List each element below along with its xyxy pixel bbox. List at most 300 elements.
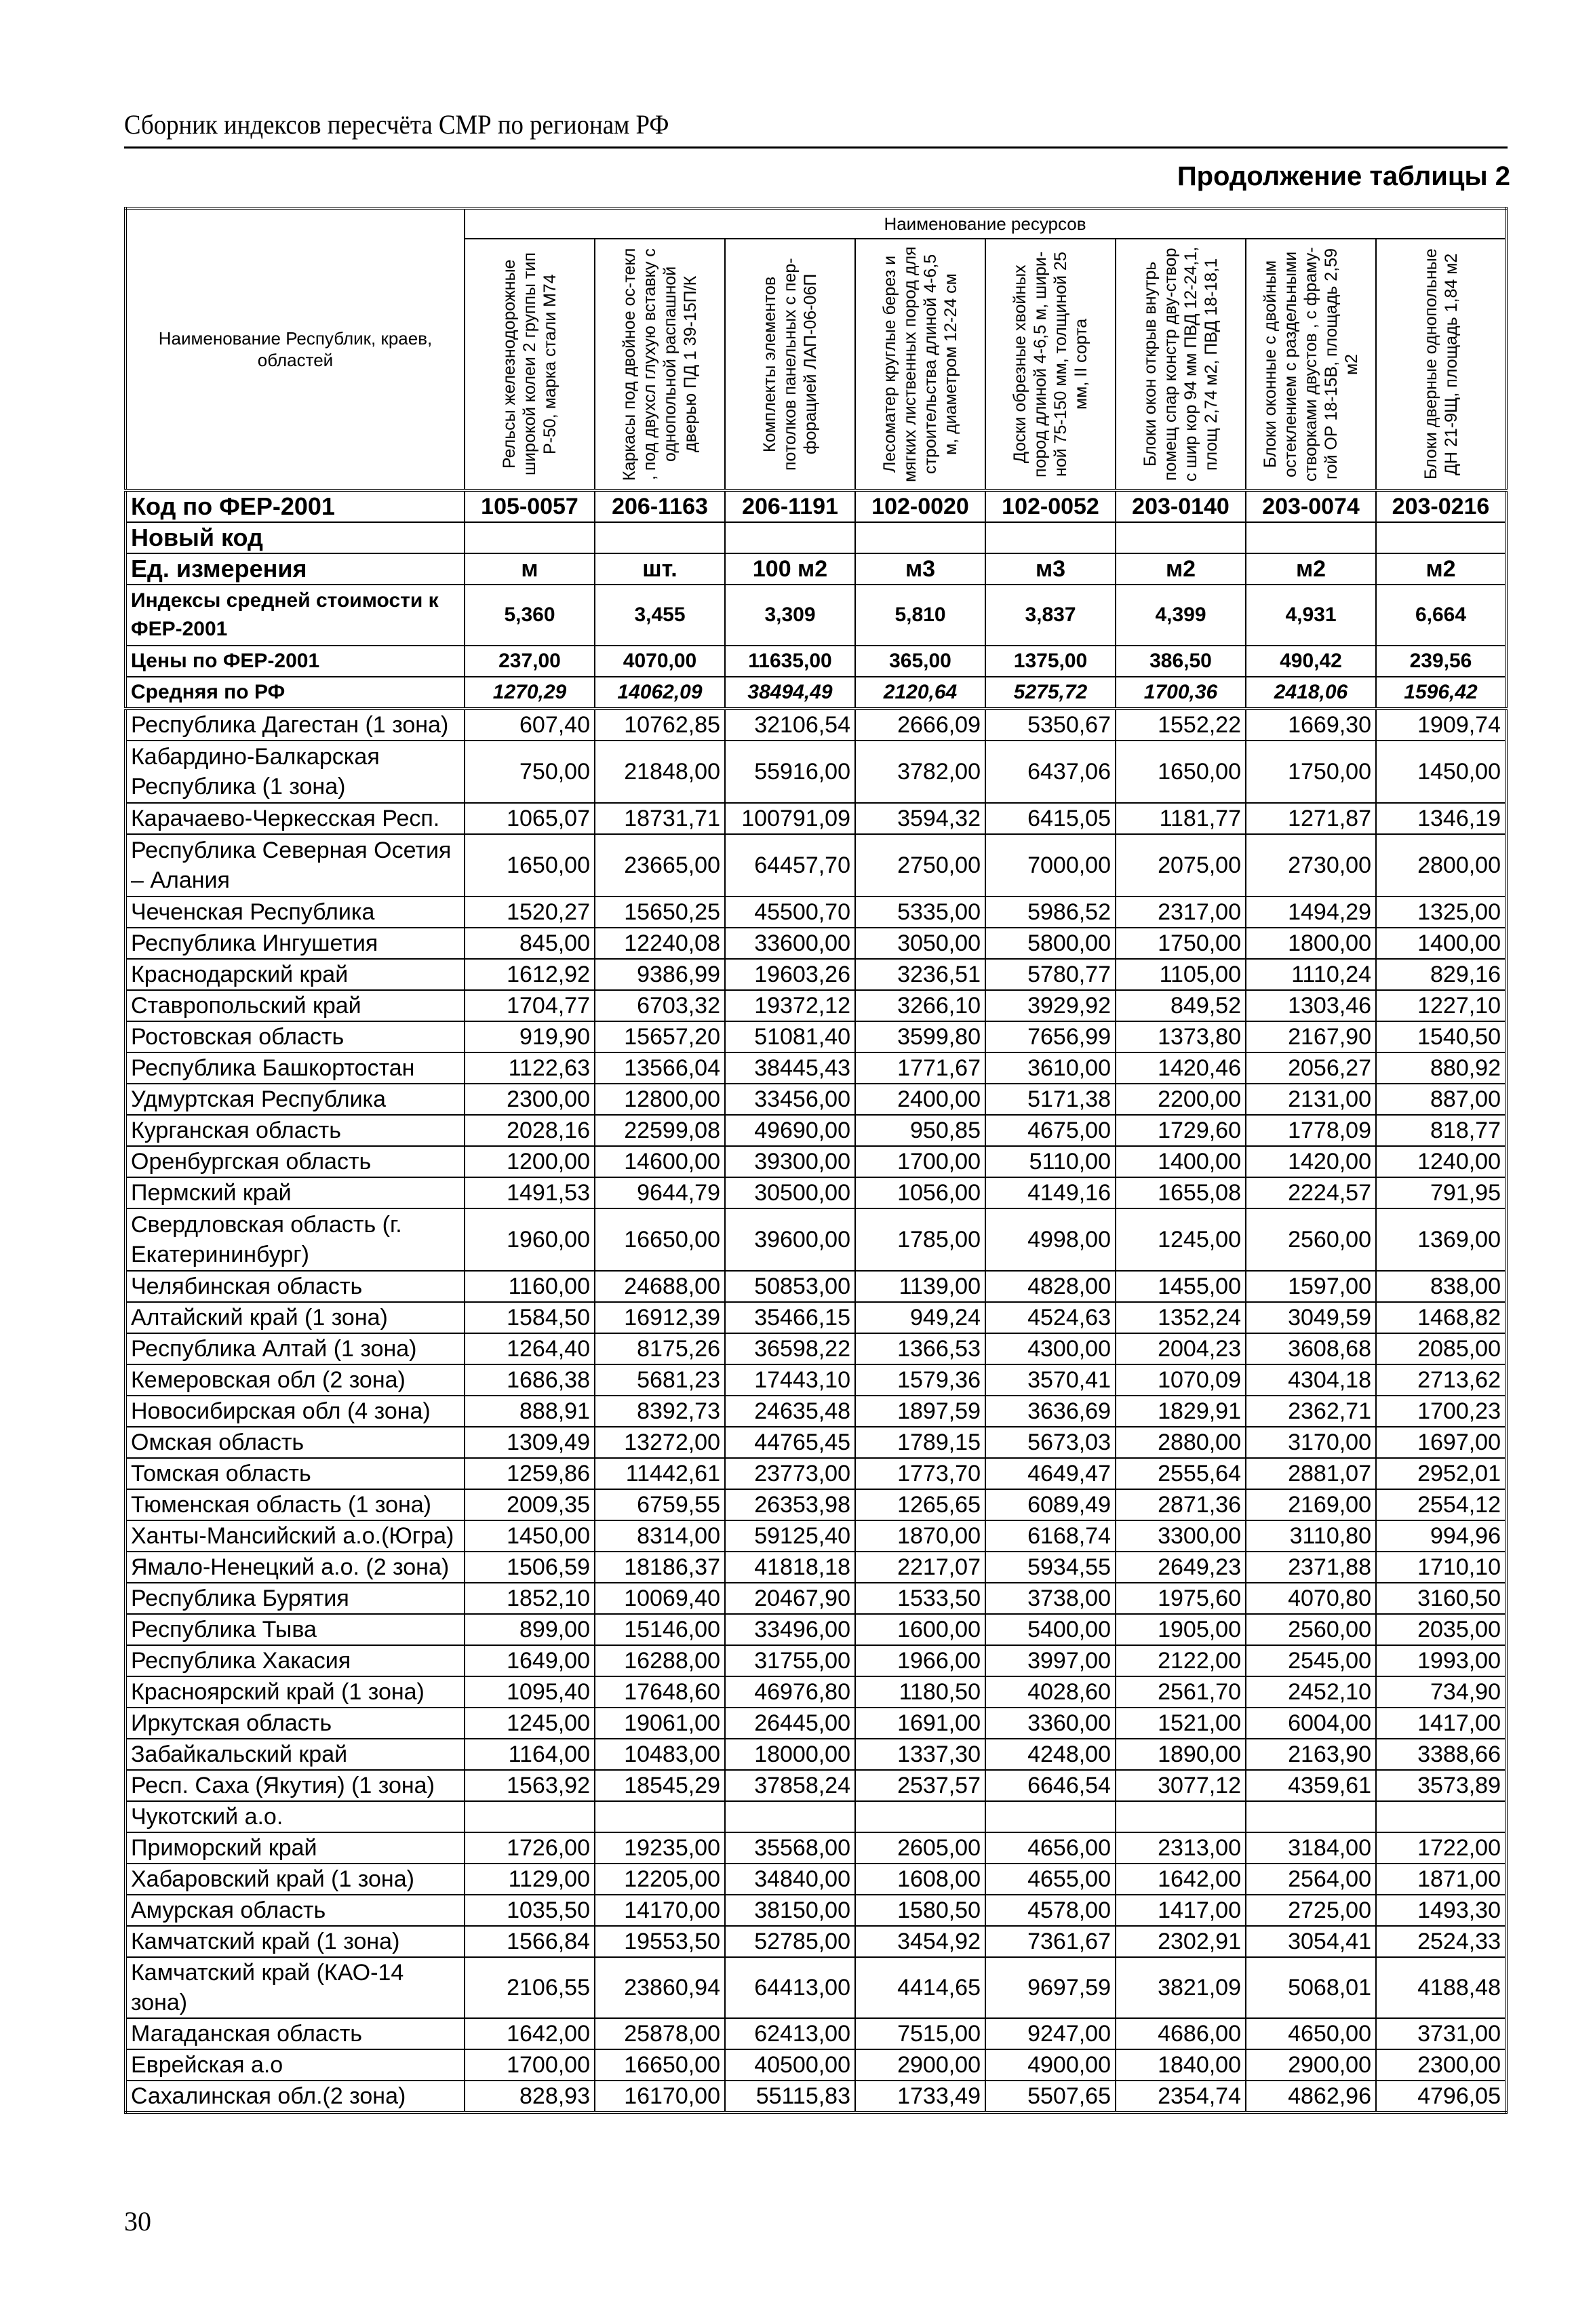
price-cell: 1890,00	[1116, 1739, 1246, 1770]
region-name: Тюменская область (1 зона)	[125, 1489, 465, 1520]
price-cell: 1373,80	[1116, 1021, 1246, 1052]
price-cell: 3170,00	[1246, 1427, 1376, 1458]
meta-cell: 206-1191	[725, 490, 855, 522]
price-cell: 19603,26	[725, 959, 855, 990]
price-cell: 6004,00	[1246, 1708, 1376, 1739]
price-cell: 38445,43	[725, 1052, 855, 1084]
meta-cell	[985, 522, 1116, 553]
region-name: Хабаровский край (1 зона)	[125, 1864, 465, 1895]
price-cell: 1455,00	[1116, 1271, 1246, 1302]
meta-cell: 1375,00	[985, 646, 1116, 677]
price-cell: 1164,00	[465, 1739, 595, 1770]
price-cell: 849,52	[1116, 990, 1246, 1021]
price-cell: 31755,00	[725, 1645, 855, 1676]
price-cell: 1400,00	[1116, 1146, 1246, 1177]
price-cell: 2900,00	[855, 2049, 985, 2081]
price-cell: 750,00	[465, 741, 595, 803]
price-cell: 30500,00	[725, 1177, 855, 1208]
price-cell: 2560,00	[1246, 1208, 1376, 1271]
price-cell: 7515,00	[855, 2018, 985, 2049]
region-name: Ростовская область	[125, 1021, 465, 1052]
price-cell: 4524,63	[985, 1302, 1116, 1333]
price-cell: 46976,80	[725, 1676, 855, 1708]
region-name: Пермский край	[125, 1177, 465, 1208]
price-cell: 2371,88	[1246, 1552, 1376, 1583]
region-name: Чеченская Республика	[125, 897, 465, 928]
price-cell: 16288,00	[595, 1645, 725, 1676]
price-cell: 1704,77	[465, 990, 595, 1021]
price-cell: 15657,20	[595, 1021, 725, 1052]
table-row	[125, 1302, 1506, 1333]
price-cell: 12240,08	[595, 928, 725, 959]
price-cell: 1245,00	[1116, 1208, 1246, 1271]
meta-cell: шт.	[595, 553, 725, 585]
price-cell: 1612,92	[465, 959, 595, 990]
region-name: Приморский край	[125, 1832, 465, 1864]
table-row	[125, 709, 1506, 741]
price-cell: 2649,23	[1116, 1552, 1246, 1583]
price-cell: 838,00	[1376, 1271, 1506, 1302]
price-cell: 919,90	[465, 1021, 595, 1052]
price-cell: 39300,00	[725, 1146, 855, 1177]
row-label: Ед. измерения	[125, 553, 465, 585]
price-cell: 1259,86	[465, 1458, 595, 1489]
region-name: Свердловская область (г. Екатерининбург)	[125, 1208, 465, 1271]
fer-code-row	[125, 490, 1506, 522]
region-name: Республика Алтай (1 зона)	[125, 1333, 465, 1364]
price-cell: 3782,00	[855, 741, 985, 803]
price-cell: 1369,00	[1376, 1208, 1506, 1271]
price-cell: 1750,00	[1116, 928, 1246, 959]
table-row	[125, 1520, 1506, 1552]
meta-cell: 365,00	[855, 646, 985, 677]
table-row	[125, 1364, 1506, 1396]
meta-cell: 100 м2	[725, 553, 855, 585]
price-cell: 1642,00	[1116, 1864, 1246, 1895]
price-cell: 1691,00	[855, 1708, 985, 1739]
price-cell: 17443,10	[725, 1364, 855, 1396]
price-cell: 2354,74	[1116, 2081, 1246, 2112]
price-cell: 5780,77	[985, 959, 1116, 990]
price-cell: 2302,91	[1116, 1926, 1246, 1957]
price-cell: 1960,00	[465, 1208, 595, 1271]
price-cell: 3599,80	[855, 1021, 985, 1052]
price-cell: 10483,00	[595, 1739, 725, 1770]
price-cell: 64413,00	[725, 1957, 855, 2018]
price-cell: 1778,09	[1246, 1115, 1376, 1146]
table-row	[125, 1770, 1506, 1801]
price-cell: 1070,09	[1116, 1364, 1246, 1396]
price-cell: 1700,00	[465, 2049, 595, 2081]
table-row	[125, 741, 1506, 803]
region-name: Республика Тыва	[125, 1614, 465, 1645]
meta-cell: 5,360	[465, 585, 595, 646]
price-cell: 1533,50	[855, 1583, 985, 1614]
price-cell: 1139,00	[855, 1271, 985, 1302]
price-cell: 2564,00	[1246, 1864, 1376, 1895]
price-cell: 10762,85	[595, 709, 725, 741]
price-cell: 32106,54	[725, 709, 855, 741]
price-cell: 1420,00	[1246, 1146, 1376, 1177]
unit-row	[125, 553, 1506, 585]
meta-cell: м3	[985, 553, 1116, 585]
price-cell: 1160,00	[465, 1271, 595, 1302]
price-cell: 3184,00	[1246, 1832, 1376, 1864]
price-cell: 5171,38	[985, 1084, 1116, 1115]
price-cell: 1642,00	[465, 2018, 595, 2049]
region-name: Республика Бурятия	[125, 1583, 465, 1614]
price-cell: 1105,00	[1116, 959, 1246, 990]
table-row	[125, 1676, 1506, 1708]
price-cell: 828,93	[465, 2081, 595, 2112]
price-cell: 3929,92	[985, 990, 1116, 1021]
price-cell: 33600,00	[725, 928, 855, 959]
price-cell: 1265,65	[855, 1489, 985, 1520]
price-cell: 1540,50	[1376, 1021, 1506, 1052]
new-code-row	[125, 522, 1506, 553]
price-cell: 1450,00	[465, 1520, 595, 1552]
region-name: Амурская область	[125, 1895, 465, 1926]
price-index-table-container	[124, 207, 1508, 2114]
price-cell: 3454,92	[855, 1926, 985, 1957]
price-cell: 13272,00	[595, 1427, 725, 1458]
price-cell: 1871,00	[1376, 1864, 1506, 1895]
price-cell: 1700,00	[855, 1146, 985, 1177]
price-cell: 899,00	[465, 1614, 595, 1645]
price-cell: 1240,00	[1376, 1146, 1506, 1177]
region-name: Оренбургская область	[125, 1146, 465, 1177]
price-cell: 2666,09	[855, 709, 985, 741]
price-cell: 1710,10	[1376, 1552, 1506, 1583]
price-cell	[595, 1801, 725, 1832]
price-cell: 50853,00	[725, 1271, 855, 1302]
price-cell: 6415,05	[985, 803, 1116, 834]
price-cell: 16170,00	[595, 2081, 725, 2112]
resource-name: Блоки дверные однопольные ДН 21-9Щ, площадь 1,84 м2	[1421, 248, 1461, 480]
meta-cell: 237,00	[465, 646, 595, 677]
meta-cell: 2418,06	[1246, 677, 1376, 709]
price-cell: 9386,99	[595, 959, 725, 990]
price-cell: 2313,00	[1116, 1832, 1246, 1864]
price-cell: 2163,90	[1246, 1739, 1376, 1770]
meta-cell: м2	[1246, 553, 1376, 585]
price-cell: 19372,12	[725, 990, 855, 1021]
row-label: Код по ФЕР-2001	[125, 490, 465, 522]
table-row	[125, 928, 1506, 959]
price-cell: 8392,73	[595, 1396, 725, 1427]
resource-column-header	[855, 239, 985, 490]
price-cell: 4650,00	[1246, 2018, 1376, 2049]
price-cell: 818,77	[1376, 1115, 1506, 1146]
region-name: Карачаево-Черкесская Респ.	[125, 803, 465, 834]
price-cell: 791,95	[1376, 1177, 1506, 1208]
price-cell: 1095,40	[465, 1676, 595, 1708]
price-cell: 1773,70	[855, 1458, 985, 1489]
resource-column-header	[1376, 239, 1506, 490]
price-cell: 1566,84	[465, 1926, 595, 1957]
price-cell: 55115,83	[725, 2081, 855, 2112]
meta-cell: 14062,09	[595, 677, 725, 709]
meta-cell	[465, 522, 595, 553]
resource-column-header	[1246, 239, 1376, 490]
price-cell: 2217,07	[855, 1552, 985, 1583]
region-name: Новосибирская обл (4 зона)	[125, 1396, 465, 1427]
region-name: Еврейская а.о	[125, 2049, 465, 2081]
price-cell: 19235,00	[595, 1832, 725, 1864]
table-continuation-label: Продолжение таблицы 2	[1177, 161, 1510, 191]
price-cell: 2725,00	[1246, 1895, 1376, 1926]
price-cell	[985, 1801, 1116, 1832]
table-header	[125, 208, 1506, 490]
region-name: Иркутская область	[125, 1708, 465, 1739]
price-cell: 64457,70	[725, 834, 855, 897]
row-label: Индексы средней стоимости к ФЕР-2001	[125, 585, 465, 646]
price-cell: 1468,82	[1376, 1302, 1506, 1333]
price-cell: 1785,00	[855, 1208, 985, 1271]
meta-cell: 102-0052	[985, 490, 1116, 522]
table-row	[125, 1926, 1506, 1957]
price-cell: 26353,98	[725, 1489, 855, 1520]
price-cell: 1122,63	[465, 1052, 595, 1084]
price-cell: 41818,18	[725, 1552, 855, 1583]
price-cell: 2131,00	[1246, 1084, 1376, 1115]
price-cell: 2561,70	[1116, 1676, 1246, 1708]
table-row	[125, 834, 1506, 897]
table-row	[125, 1552, 1506, 1583]
price-cell: 55916,00	[725, 741, 855, 803]
price-cell: 3594,32	[855, 803, 985, 834]
region-name: Ставропольский край	[125, 990, 465, 1021]
meta-cell: 102-0020	[855, 490, 985, 522]
price-cell: 2800,00	[1376, 834, 1506, 897]
meta-cell: 4070,00	[595, 646, 725, 677]
meta-cell: 5275,72	[985, 677, 1116, 709]
price-cell: 2362,71	[1246, 1396, 1376, 1427]
price-cell: 1303,46	[1246, 990, 1376, 1021]
table-row	[125, 1052, 1506, 1084]
price-cell: 14170,00	[595, 1895, 725, 1926]
table-row	[125, 1208, 1506, 1271]
price-cell: 1271,87	[1246, 803, 1376, 834]
table-row	[125, 1708, 1506, 1739]
meta-cell: 203-0216	[1376, 490, 1506, 522]
price-cell: 18731,71	[595, 803, 725, 834]
table-row	[125, 1115, 1506, 1146]
meta-cell: 3,455	[595, 585, 725, 646]
resource-column-header	[465, 239, 595, 490]
price-cell: 2300,00	[465, 1084, 595, 1115]
table-row	[125, 1084, 1506, 1115]
price-cell: 3236,51	[855, 959, 985, 990]
price-cell: 1579,36	[855, 1364, 985, 1396]
meta-cell: 2120,64	[855, 677, 985, 709]
price-cell: 2224,57	[1246, 1177, 1376, 1208]
region-name: Красноярский край (1 зона)	[125, 1676, 465, 1708]
price-cell: 36598,22	[725, 1333, 855, 1364]
region-name: Ямало-Ненецкий а.о. (2 зона)	[125, 1552, 465, 1583]
price-cell: 1520,27	[465, 897, 595, 928]
price-cell: 3636,69	[985, 1396, 1116, 1427]
price-cell: 4304,18	[1246, 1364, 1376, 1396]
price-cell: 845,00	[465, 928, 595, 959]
meta-cell: м3	[855, 553, 985, 585]
price-cell: 2004,23	[1116, 1333, 1246, 1364]
price-cell: 1337,30	[855, 1739, 985, 1770]
meta-cell: 239,56	[1376, 646, 1506, 677]
price-cell: 23860,94	[595, 1957, 725, 2018]
table-row	[125, 990, 1506, 1021]
region-name: Томская область	[125, 1458, 465, 1489]
price-cell: 21848,00	[595, 741, 725, 803]
price-cell: 2900,00	[1246, 2049, 1376, 2081]
russia-average-row	[125, 677, 1506, 709]
price-cell	[1116, 1801, 1246, 1832]
price-cell: 100791,09	[725, 803, 855, 834]
table-row	[125, 803, 1506, 834]
price-index-table	[124, 207, 1508, 2114]
price-cell: 33456,00	[725, 1084, 855, 1115]
resource-column-header	[1116, 239, 1246, 490]
price-cell: 2555,64	[1116, 1458, 1246, 1489]
price-cell: 6759,55	[595, 1489, 725, 1520]
price-cell: 2200,00	[1116, 1084, 1246, 1115]
price-cell: 949,24	[855, 1302, 985, 1333]
price-cell: 5400,00	[985, 1614, 1116, 1645]
meta-cell: м2	[1116, 553, 1246, 585]
price-cell: 6646,54	[985, 1770, 1116, 1801]
region-name: Республика Дагестан (1 зона)	[125, 709, 465, 741]
price-cell: 3054,41	[1246, 1926, 1376, 1957]
price-cell: 23773,00	[725, 1458, 855, 1489]
price-cell: 1733,49	[855, 2081, 985, 2112]
price-cell: 3738,00	[985, 1583, 1116, 1614]
price-cell: 51081,40	[725, 1021, 855, 1052]
price-cell: 1655,08	[1116, 1177, 1246, 1208]
meta-cell: 3,309	[725, 585, 855, 646]
price-cell: 8175,26	[595, 1333, 725, 1364]
price-cell: 8314,00	[595, 1520, 725, 1552]
price-cell: 2730,00	[1246, 834, 1376, 897]
table-row	[125, 1489, 1506, 1520]
price-cell: 1649,00	[465, 1645, 595, 1676]
price-cell: 1789,15	[855, 1427, 985, 1458]
price-cell: 4828,00	[985, 1271, 1116, 1302]
meta-cell: 3,837	[985, 585, 1116, 646]
region-name: Краснодарский край	[125, 959, 465, 990]
price-cell: 1993,00	[1376, 1645, 1506, 1676]
resource-name: Блоки окон открыв внутрь помещ спар констр дву-створ с шир кор 94 мм ПВД 12-24,1, площ 2,74 м2, ПВД 18-18,1	[1141, 246, 1221, 482]
price-cell: 1700,23	[1376, 1396, 1506, 1427]
meta-cell: 38494,49	[725, 677, 855, 709]
price-cell: 25878,00	[595, 2018, 725, 2049]
region-name: Камчатский край (1 зона)	[125, 1926, 465, 1957]
table-row	[125, 1146, 1506, 1177]
price-cell: 5986,52	[985, 897, 1116, 928]
price-cell: 1597,00	[1246, 1271, 1376, 1302]
table-row	[125, 1333, 1506, 1364]
meta-cell: 105-0057	[465, 490, 595, 522]
price-cell: 39600,00	[725, 1208, 855, 1271]
meta-cell: 490,42	[1246, 646, 1376, 677]
meta-cell: 11635,00	[725, 646, 855, 677]
table-row	[125, 1021, 1506, 1052]
row-label: Новый код	[125, 522, 465, 553]
meta-cell	[1116, 522, 1246, 553]
region-name: Чукотский а.о.	[125, 1801, 465, 1832]
price-cell: 4796,05	[1376, 2081, 1506, 2112]
price-cell: 35466,15	[725, 1302, 855, 1333]
meta-cell: 6,664	[1376, 585, 1506, 646]
price-cell: 26445,00	[725, 1708, 855, 1739]
price-cell: 12800,00	[595, 1084, 725, 1115]
region-column-header: Наименование Республик, краев, областей	[125, 208, 465, 490]
price-cell: 18545,29	[595, 1770, 725, 1801]
price-cell: 12205,00	[595, 1864, 725, 1895]
price-cell: 2317,00	[1116, 897, 1246, 928]
cost-index-row	[125, 585, 1506, 646]
table-row	[125, 1957, 1506, 2018]
resources-group-header: Наименование ресурсов	[465, 208, 1506, 239]
price-cell: 1065,07	[465, 803, 595, 834]
price-cell: 2560,00	[1246, 1614, 1376, 1645]
price-cell: 19061,00	[595, 1708, 725, 1739]
meta-cell: 1596,42	[1376, 677, 1506, 709]
price-cell: 16650,00	[595, 2049, 725, 2081]
region-name: Удмуртская Республика	[125, 1084, 465, 1115]
price-cell: 22599,08	[595, 1115, 725, 1146]
price-cell	[855, 1801, 985, 1832]
price-cell: 2167,90	[1246, 1021, 1376, 1052]
price-cell: 18186,37	[595, 1552, 725, 1583]
price-cell: 1870,00	[855, 1520, 985, 1552]
price-cell: 3608,68	[1246, 1333, 1376, 1364]
region-name: Забайкальский край	[125, 1739, 465, 1770]
price-cell: 14600,00	[595, 1146, 725, 1177]
resource-column-header	[985, 239, 1116, 490]
page-header	[124, 107, 1508, 149]
price-cell: 1608,00	[855, 1864, 985, 1895]
price-cell: 9247,00	[985, 2018, 1116, 2049]
price-cell: 24688,00	[595, 1271, 725, 1302]
price-cell: 2524,33	[1376, 1926, 1506, 1957]
price-cell: 2028,16	[465, 1115, 595, 1146]
price-cell: 994,96	[1376, 1520, 1506, 1552]
price-cell: 18000,00	[725, 1739, 855, 1770]
meta-cell	[1376, 522, 1506, 553]
table-row	[125, 1645, 1506, 1676]
meta-cell: м	[465, 553, 595, 585]
price-cell: 880,92	[1376, 1052, 1506, 1084]
price-cell: 3050,00	[855, 928, 985, 959]
price-cell: 10069,40	[595, 1583, 725, 1614]
price-cell: 1829,91	[1116, 1396, 1246, 1427]
price-cell: 3300,00	[1116, 1520, 1246, 1552]
region-name: Курганская область	[125, 1115, 465, 1146]
resource-name: Лесоматер круглые берез и мягких лиственных пород для строительства длиной 4-6,5 м, диаметром 12-24 см	[880, 246, 960, 482]
price-cell: 1722,00	[1376, 1832, 1506, 1864]
price-cell: 6089,49	[985, 1489, 1116, 1520]
region-name: Магаданская область	[125, 2018, 465, 2049]
price-cell: 13566,04	[595, 1052, 725, 1084]
price-cell: 19553,50	[595, 1926, 725, 1957]
price-cell: 6437,06	[985, 741, 1116, 803]
meta-cell: 203-0074	[1246, 490, 1376, 522]
price-cell: 62413,00	[725, 2018, 855, 2049]
price-cell: 950,85	[855, 1115, 985, 1146]
price-cell: 2400,00	[855, 1084, 985, 1115]
meta-cell	[1246, 522, 1376, 553]
meta-cell: 1700,36	[1116, 677, 1246, 709]
